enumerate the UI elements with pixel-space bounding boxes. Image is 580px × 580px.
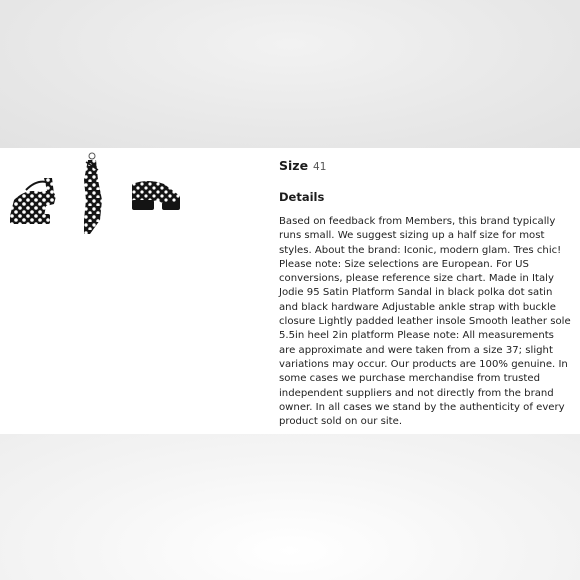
shoe-front-view-image[interactable] [6, 170, 64, 228]
size-label: Size [279, 158, 309, 173]
shoe-side-view-image[interactable] [76, 150, 108, 236]
details-description: Based on feedback from Members, this brand typically runs small. We suggest sizing up a half size for most styles. About the brand: Iconic, modern glam. Tres chic! Please note: Size selections are European. For US conversions, please reference size chart. Made in Italy Jodie 95 Satin Platform Sandal in black polka dot satin and black hardware Adjustable ankle strap with buckle closure Lightly padded leather insole Smooth leather sole 5.5in heel 2in platform Please note: All measurements are approximate and were taken from a size 37; slight variations may occur. Our products are 100% genuine. In some cases we purchase merchandise from trusted independent suppliers and not directly from the brand owner. In all cases we stand by the authenticity of every product sold on our site. [279, 216, 571, 428]
background-bottom [0, 434, 580, 580]
size-value: 41 [313, 161, 327, 173]
shoe-sole-view-image[interactable] [128, 178, 186, 212]
size-row [279, 158, 571, 173]
product-info [279, 158, 571, 429]
details-heading: Details [279, 190, 325, 204]
background-top [0, 0, 580, 148]
product-thumbnails [0, 150, 270, 240]
